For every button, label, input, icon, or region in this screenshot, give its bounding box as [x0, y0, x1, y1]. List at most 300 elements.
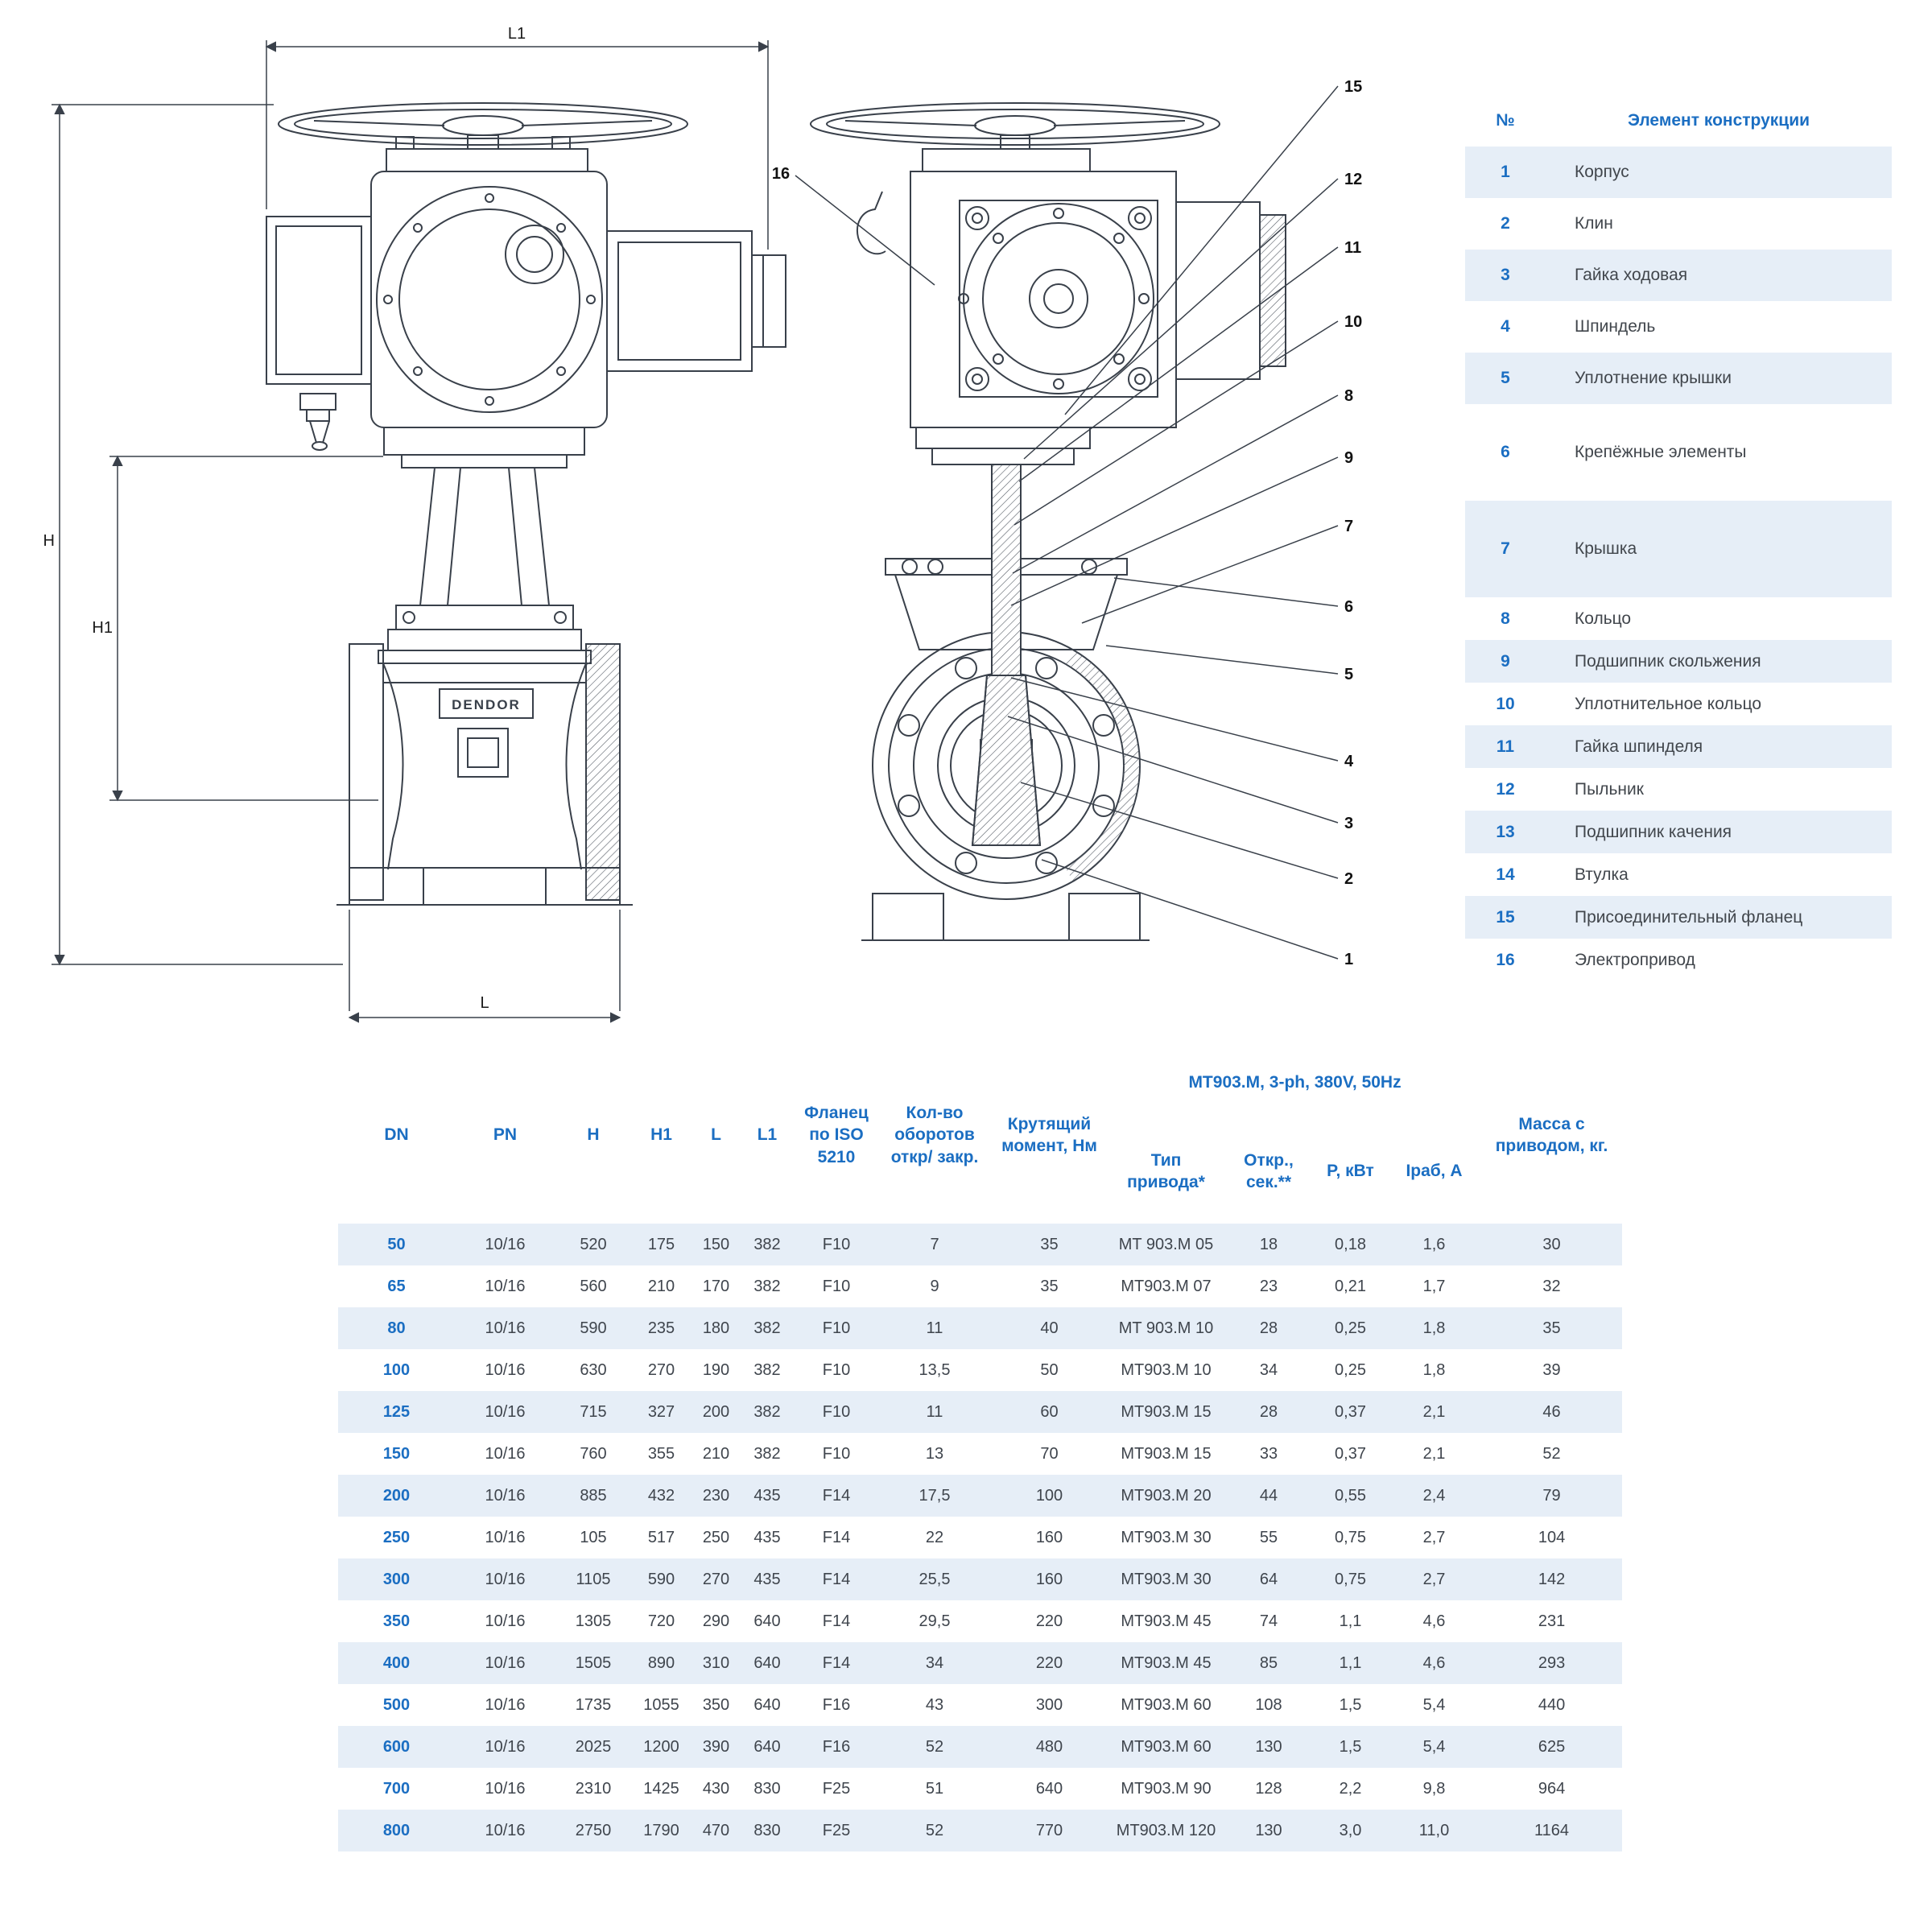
spec-cell: 4,6 [1422, 1612, 1446, 1630]
spec-cell: 74 [1259, 1612, 1278, 1630]
spec-cell: 270 [702, 1570, 730, 1588]
legend-item-name: Шпиндель [1575, 317, 1656, 336]
spec-cell: 310 [702, 1653, 730, 1672]
spec-cell: 435 [753, 1486, 781, 1505]
spec-cell: 108 [1255, 1695, 1282, 1714]
spec-cell: 1735 [575, 1695, 612, 1714]
spec-cell: 9,8 [1422, 1779, 1446, 1798]
spec-cell: 2,2 [1339, 1779, 1362, 1798]
spec-cell: 1,5 [1339, 1695, 1362, 1714]
spec-cell: F14 [822, 1653, 851, 1672]
spec-cell: 1425 [643, 1779, 679, 1798]
spec-cell: 160 [1035, 1570, 1063, 1588]
spec-cell: 230 [702, 1486, 730, 1505]
spec-cell: 350 [702, 1695, 730, 1714]
spec-cell: 29,5 [919, 1612, 951, 1630]
spec-cell: MT 903.M 05 [1118, 1235, 1214, 1253]
legend-item-name: Уплотнительное кольцо [1575, 694, 1762, 713]
spec-cell: 1,8 [1422, 1360, 1446, 1379]
spec-cell: 52 [925, 1737, 944, 1756]
callout-label: 1 [1344, 951, 1354, 968]
spec-cell: MT903.M 15 [1121, 1402, 1212, 1421]
legend-row [1465, 811, 1892, 853]
spec-cell: 7 [930, 1235, 939, 1253]
legend-row [1465, 597, 1892, 640]
spec-cell: 640 [753, 1695, 781, 1714]
legend-item-number: 2 [1501, 214, 1510, 233]
legend-item-name: Гайка ходовая [1575, 266, 1688, 284]
spec-cell: MT903.M 120 [1116, 1821, 1216, 1839]
legend-header [1465, 95, 1892, 147]
spec-row [338, 1726, 1622, 1768]
spec-cell: 440 [1538, 1695, 1566, 1714]
spec-cell: 2,1 [1422, 1402, 1446, 1421]
spec-cell: MT903.M 60 [1121, 1695, 1212, 1714]
callout-label: 3 [1344, 815, 1354, 832]
spec-cell: 79 [1542, 1486, 1561, 1505]
legend-item-name: Электропривод [1575, 950, 1695, 969]
spec-cell: 10/16 [485, 1402, 526, 1421]
spec-row [338, 1349, 1622, 1391]
spec-cell: 128 [1255, 1779, 1282, 1798]
spec-table-body [338, 1224, 1622, 1852]
dn-cell: 50 [387, 1235, 406, 1253]
legend-col-name: Элемент конструкции [1627, 111, 1810, 130]
spec-cell: 640 [753, 1612, 781, 1630]
spec-cell: 85 [1259, 1653, 1278, 1672]
legend-row [1465, 683, 1892, 725]
legend-row [1465, 640, 1892, 683]
callout-label: 2 [1344, 870, 1354, 888]
spec-cell: 10/16 [485, 1319, 526, 1337]
spec-cell: 25,5 [919, 1570, 951, 1588]
callout-label: 8 [1344, 387, 1354, 405]
spec-cell: 382 [753, 1277, 781, 1295]
callout-label-16: 16 [771, 165, 791, 183]
legend-item-number: 16 [1496, 950, 1515, 969]
callout-label: 15 [1344, 78, 1363, 96]
spec-cell: 130 [1255, 1821, 1282, 1839]
spec-table [338, 1046, 1622, 1852]
spec-cell: 560 [580, 1277, 607, 1295]
legend-item-number: 8 [1501, 609, 1510, 628]
spec-cell: F25 [822, 1779, 851, 1798]
spec-cell: 39 [1542, 1360, 1561, 1379]
spec-cell: 430 [702, 1779, 730, 1798]
spec-cell: 640 [753, 1653, 781, 1672]
legend-item-name: Уплотнение крышки [1575, 369, 1732, 387]
legend-item-name: Гайка шпинделя [1575, 737, 1703, 756]
spec-cell: 60 [1040, 1402, 1059, 1421]
spec-cell: 44 [1259, 1486, 1278, 1505]
spec-cell: 10/16 [485, 1444, 526, 1463]
spec-cell: 10/16 [485, 1612, 526, 1630]
spec-cell: 35 [1040, 1235, 1059, 1253]
spec-cell: 51 [925, 1779, 944, 1798]
legend-row [1465, 939, 1892, 981]
dim-label-h: H [43, 532, 55, 550]
spec-cell: 250 [702, 1528, 730, 1546]
spec-row [338, 1642, 1622, 1684]
spec-cell: 5,4 [1422, 1695, 1446, 1714]
spec-cell: 10/16 [485, 1528, 526, 1546]
col-header-pn: PN [455, 1046, 555, 1224]
spec-cell: F14 [822, 1612, 851, 1630]
spec-cell: 235 [647, 1319, 675, 1337]
callout-label: 12 [1344, 171, 1363, 188]
dim-label-l1: L1 [507, 25, 526, 43]
spec-cell: 1,8 [1422, 1319, 1446, 1337]
legend-item-number: 1 [1501, 163, 1510, 181]
spec-cell: 590 [580, 1319, 607, 1337]
spec-cell: 28 [1259, 1319, 1278, 1337]
spec-cell: 11 [926, 1319, 943, 1337]
spec-cell: 0,37 [1335, 1402, 1366, 1421]
spec-cell: 1,6 [1422, 1235, 1446, 1253]
spec-cell: 0,25 [1335, 1319, 1366, 1337]
spec-cell: 382 [753, 1360, 781, 1379]
legend-col-number: № [1496, 111, 1515, 130]
legend-item-name: Подшипник качения [1575, 822, 1732, 841]
spec-cell: F10 [822, 1402, 851, 1421]
callout-label: 4 [1344, 753, 1354, 770]
legend-row [1465, 768, 1892, 811]
parts-legend [1465, 95, 1892, 981]
legend-item-number: 3 [1501, 266, 1510, 284]
legend-item-name: Втулка [1575, 865, 1629, 884]
spec-cell: 10/16 [485, 1821, 526, 1839]
legend-item-number: 7 [1501, 539, 1510, 558]
spec-cell: 355 [647, 1444, 675, 1463]
spec-cell: 435 [753, 1528, 781, 1546]
spec-cell: 0,75 [1335, 1570, 1366, 1588]
spec-cell: MT903.M 90 [1121, 1779, 1212, 1798]
dn-cell: 700 [382, 1779, 411, 1798]
spec-cell: 720 [647, 1612, 675, 1630]
spec-row [338, 1475, 1622, 1517]
spec-cell: 180 [702, 1319, 730, 1337]
spec-cell: 30 [1542, 1235, 1561, 1253]
spec-cell: 10/16 [485, 1737, 526, 1756]
legend-item-number: 4 [1501, 317, 1510, 336]
dim-label-l: L [480, 994, 489, 1012]
spec-cell: MT903.M 30 [1121, 1528, 1212, 1546]
col-header-h1: H1 [631, 1046, 691, 1224]
legend-item-number: 12 [1496, 779, 1515, 799]
legend-item-number: 9 [1501, 651, 1510, 671]
dn-cell: 100 [382, 1360, 411, 1379]
spec-cell: 2,4 [1422, 1486, 1446, 1505]
spec-cell: 142 [1538, 1570, 1566, 1588]
spec-cell: F16 [822, 1695, 851, 1714]
spec-cell: 1,1 [1339, 1653, 1362, 1672]
spec-cell: 10/16 [485, 1779, 526, 1798]
spec-row [338, 1600, 1622, 1642]
spec-cell: 10/16 [485, 1360, 526, 1379]
spec-cell: 1200 [643, 1737, 679, 1756]
spec-cell: 293 [1538, 1653, 1566, 1672]
spec-cell: 0,21 [1335, 1277, 1366, 1295]
spec-cell: 210 [702, 1444, 730, 1463]
spec-cell: 11 [926, 1402, 943, 1421]
spec-cell: 890 [647, 1653, 675, 1672]
spec-cell: 10/16 [485, 1695, 526, 1714]
spec-cell: 64 [1259, 1570, 1278, 1588]
legend-item-number: 6 [1501, 443, 1510, 461]
dn-cell: 200 [382, 1486, 411, 1505]
dn-cell: 150 [382, 1444, 411, 1463]
spec-cell: F25 [822, 1821, 851, 1839]
spec-cell: 13,5 [919, 1360, 951, 1379]
spec-cell: 760 [580, 1444, 607, 1463]
spec-cell: 34 [925, 1653, 944, 1672]
legend-row [1465, 853, 1892, 896]
spec-cell: 105 [580, 1528, 607, 1546]
spec-cell: 13 [925, 1444, 944, 1463]
spec-cell: 34 [1259, 1360, 1278, 1379]
spec-cell: MT903.M 60 [1121, 1737, 1212, 1756]
callout-label: 10 [1344, 313, 1363, 331]
spec-row [338, 1517, 1622, 1558]
spec-cell: 11,0 [1418, 1821, 1450, 1839]
dimension-lines [52, 40, 768, 1018]
spec-cell: 220 [1035, 1653, 1063, 1672]
spec-row [338, 1684, 1622, 1726]
spec-cell: 50 [1040, 1360, 1059, 1379]
spec-cell: 470 [702, 1821, 730, 1839]
spec-cell: 46 [1542, 1402, 1561, 1421]
col-header-l1: L1 [741, 1046, 794, 1224]
legend-item-name: Клин [1575, 214, 1613, 233]
spec-cell: F10 [822, 1277, 851, 1295]
spec-cell: 10/16 [485, 1235, 526, 1253]
spec-cell: 830 [753, 1779, 781, 1798]
spec-cell: 210 [647, 1277, 675, 1295]
spec-row [338, 1768, 1622, 1810]
spec-cell: 3,0 [1339, 1821, 1362, 1839]
dn-cell: 600 [382, 1737, 411, 1756]
section-view [811, 103, 1286, 940]
spec-cell: 18 [1259, 1235, 1278, 1253]
spec-cell: 10/16 [485, 1653, 526, 1672]
spec-cell: 35 [1542, 1319, 1561, 1337]
spec-cell: 290 [702, 1612, 730, 1630]
spec-cell: 1055 [643, 1695, 679, 1714]
dn-cell: 300 [382, 1570, 411, 1588]
spec-cell: F10 [822, 1235, 851, 1253]
spec-row [338, 1433, 1622, 1475]
legend-item-name: Присоединительный фланец [1575, 907, 1803, 927]
spec-cell: 630 [580, 1360, 607, 1379]
legend-row [1465, 353, 1892, 404]
col-header-torque: Крутящий момент, Нм [990, 1046, 1108, 1224]
spec-cell: 23 [1259, 1277, 1278, 1295]
dn-cell: 80 [387, 1319, 406, 1337]
legend-row [1465, 896, 1892, 939]
spec-cell: 231 [1538, 1612, 1566, 1630]
spec-cell: 520 [580, 1235, 607, 1253]
spec-cell: 327 [647, 1402, 675, 1421]
spec-cell: 0,37 [1335, 1444, 1366, 1463]
spec-cell: F10 [822, 1319, 851, 1337]
spec-cell: 590 [647, 1570, 675, 1588]
col-header-power: P, кВт [1314, 1119, 1387, 1224]
legend-item-number: 5 [1501, 369, 1510, 387]
spec-cell: MT903.M 15 [1121, 1444, 1212, 1463]
spec-cell: 382 [753, 1235, 781, 1253]
spec-cell: 382 [753, 1402, 781, 1421]
spec-cell: 10/16 [485, 1277, 526, 1295]
spec-cell: 382 [753, 1444, 781, 1463]
legend-item-name: Корпус [1575, 163, 1629, 181]
spec-cell: 480 [1035, 1737, 1063, 1756]
legend-item-number: 10 [1496, 694, 1515, 713]
col-header-flange: Фланец по ISO 5210 [794, 1046, 879, 1224]
spec-cell: 150 [702, 1235, 730, 1253]
callout-label: 11 [1344, 239, 1362, 257]
spec-cell: 382 [753, 1319, 781, 1337]
spec-cell: 964 [1538, 1779, 1566, 1798]
legend-row [1465, 250, 1892, 301]
spec-cell: 40 [1040, 1319, 1059, 1337]
legend-rows [1465, 147, 1892, 981]
spec-cell: 100 [1035, 1486, 1063, 1505]
spec-cell: 2,7 [1422, 1570, 1446, 1588]
spec-cell: 1,1 [1339, 1612, 1362, 1630]
spec-cell: 640 [1035, 1779, 1063, 1798]
col-header-h: H [555, 1046, 631, 1224]
dn-cell: 125 [382, 1402, 411, 1421]
col-header-mass: Масса с приводом, кг. [1481, 1046, 1622, 1224]
actuator-group-header: MT903.M, 3-ph, 380V, 50Hz [1108, 1046, 1481, 1119]
legend-item-name: Крышка [1575, 539, 1637, 558]
spec-cell: 52 [1542, 1444, 1561, 1463]
legend-item-number: 11 [1496, 737, 1515, 756]
callout-label: 5 [1344, 666, 1354, 683]
spec-cell: 70 [1040, 1444, 1059, 1463]
callout-label: 6 [1344, 598, 1354, 616]
spec-row [338, 1810, 1622, 1852]
spec-cell: 1505 [575, 1653, 612, 1672]
spec-cell: 55 [1259, 1528, 1278, 1546]
spec-cell: 17,5 [919, 1486, 951, 1505]
col-header-current: Iраб, А [1387, 1119, 1481, 1224]
spec-cell: MT903.M 45 [1121, 1653, 1212, 1672]
legend-row [1465, 404, 1892, 501]
col-header-l: L [691, 1046, 741, 1224]
spec-cell: MT903.M 45 [1121, 1612, 1212, 1630]
col-header-open-time: Откр., сек.** [1224, 1119, 1314, 1224]
callout-label: 9 [1344, 449, 1354, 467]
spec-cell: 1,5 [1339, 1737, 1362, 1756]
spec-cell: MT903.M 20 [1121, 1486, 1212, 1505]
brand-label: DENDOR [452, 697, 521, 712]
spec-cell: 175 [647, 1235, 675, 1253]
legend-item-number: 15 [1496, 907, 1515, 927]
spec-cell: F14 [822, 1570, 851, 1588]
col-header-drive-type: Тип привода* [1108, 1119, 1224, 1224]
legend-row [1465, 198, 1892, 250]
spec-cell: 52 [925, 1821, 944, 1839]
dim-label-h1: H1 [92, 619, 113, 637]
spec-cell: 1305 [575, 1612, 612, 1630]
dn-cell: 65 [387, 1277, 406, 1295]
spec-cell: 0,75 [1335, 1528, 1366, 1546]
technical-drawing [32, 8, 1417, 1038]
dn-cell: 400 [382, 1653, 411, 1672]
legend-row [1465, 501, 1892, 597]
spec-cell: F10 [822, 1444, 851, 1463]
spec-cell: 1,7 [1422, 1277, 1446, 1295]
col-header-turns: Кол-во оборотов откр/ закр. [879, 1046, 990, 1224]
legend-row [1465, 301, 1892, 353]
spec-cell: 0,18 [1335, 1235, 1366, 1253]
spec-cell: 300 [1035, 1695, 1063, 1714]
spec-cell: 2750 [575, 1821, 612, 1839]
spec-cell: MT903.M 30 [1121, 1570, 1212, 1588]
spec-cell: 1790 [643, 1821, 679, 1839]
spec-cell: 1105 [576, 1570, 611, 1588]
spec-cell: MT 903.M 10 [1118, 1319, 1214, 1337]
spec-cell: 432 [647, 1486, 675, 1505]
dn-cell: 800 [382, 1821, 411, 1839]
spec-cell: 517 [647, 1528, 675, 1546]
spec-cell: 170 [702, 1277, 730, 1295]
spec-cell: 2310 [575, 1779, 612, 1798]
spec-row [338, 1391, 1622, 1433]
legend-item-name: Подшипник скольжения [1575, 651, 1761, 671]
spec-cell: 43 [925, 1695, 944, 1714]
callout-leaders [795, 86, 1338, 959]
spec-cell: 435 [753, 1570, 781, 1588]
spec-cell: MT903.M 07 [1121, 1277, 1212, 1295]
callout-label: 7 [1344, 518, 1354, 535]
spec-cell: 625 [1538, 1737, 1566, 1756]
spec-row [338, 1224, 1622, 1265]
legend-row [1465, 725, 1892, 768]
spec-cell: 0,25 [1335, 1360, 1366, 1379]
spec-cell: 4,6 [1422, 1653, 1446, 1672]
dn-cell: 250 [382, 1528, 411, 1546]
spec-cell: 220 [1035, 1612, 1063, 1630]
spec-cell: 160 [1035, 1528, 1063, 1546]
spec-cell: 770 [1035, 1821, 1063, 1839]
spec-cell: 35 [1040, 1277, 1059, 1295]
spec-cell: 390 [702, 1737, 730, 1756]
spec-cell: 10/16 [485, 1486, 526, 1505]
spec-cell: F16 [822, 1737, 851, 1756]
spec-cell: 33 [1259, 1444, 1278, 1463]
spec-cell: 0,55 [1335, 1486, 1366, 1505]
dn-cell: 500 [382, 1695, 411, 1714]
col-header-dn: DN [338, 1046, 455, 1224]
spec-cell: 715 [580, 1402, 607, 1421]
spec-cell: 104 [1538, 1528, 1566, 1546]
spec-row [338, 1558, 1622, 1600]
spec-row [338, 1265, 1622, 1307]
spec-cell: 2,1 [1422, 1444, 1446, 1463]
legend-item-number: 14 [1496, 865, 1515, 884]
spec-cell: 32 [1542, 1277, 1561, 1295]
spec-cell: 885 [580, 1486, 607, 1505]
spec-cell: 10/16 [485, 1570, 526, 1588]
spec-cell: 270 [647, 1360, 675, 1379]
front-view [266, 103, 786, 905]
spec-cell: 2025 [575, 1737, 612, 1756]
spec-cell: 28 [1259, 1402, 1278, 1421]
spec-cell: 2,7 [1422, 1528, 1446, 1546]
spec-cell: 130 [1255, 1737, 1282, 1756]
